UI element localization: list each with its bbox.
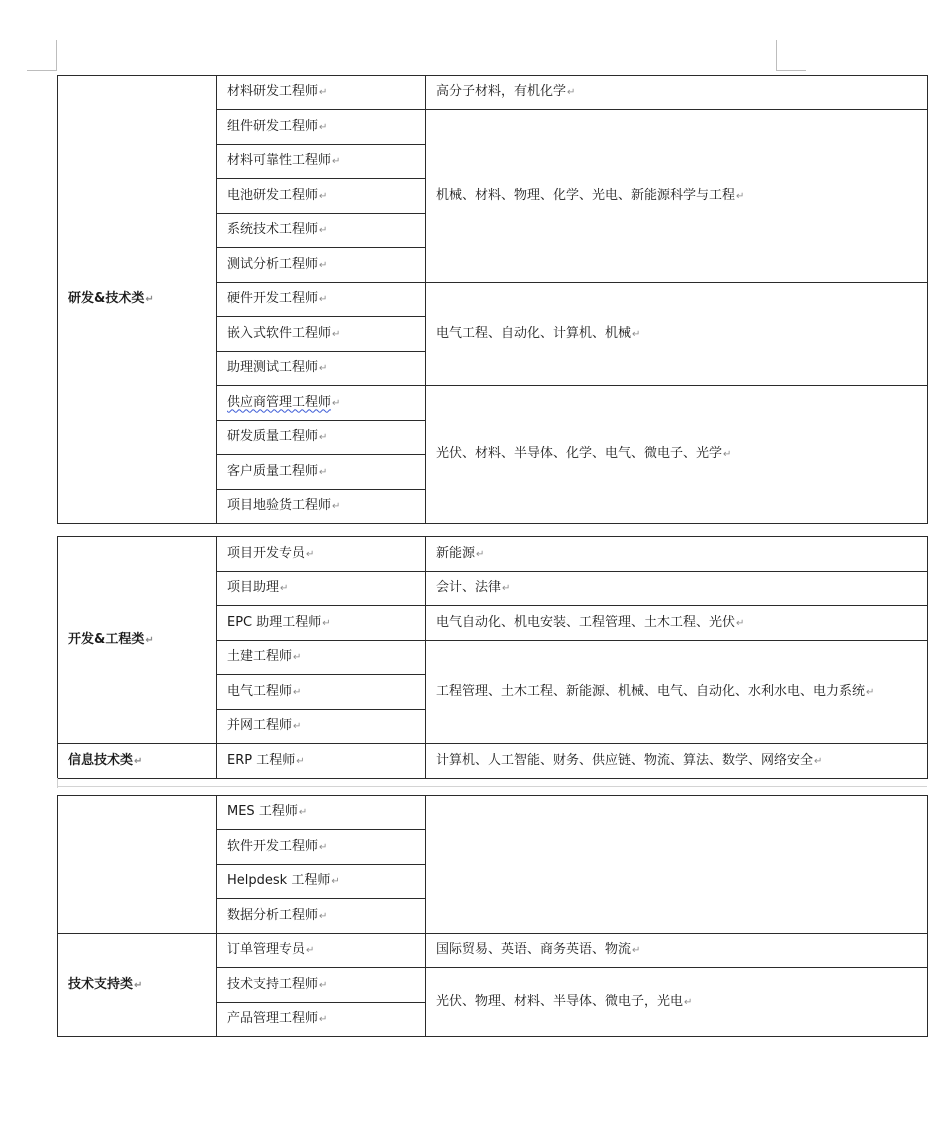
role-cell: 客户质量工程师↵ (217, 455, 426, 490)
major-cell: 高分子材料，有机化学↵ (426, 76, 928, 110)
major-cell: 电气自动化、机电安装、工程管理、土木工程、光伏↵ (426, 606, 928, 641)
crop-mark-right-horizontal (776, 70, 806, 71)
role-cell: 助理测试工程师↵ (217, 352, 426, 386)
major-cell: 工程管理、土木工程、新能源、机械、电气、自动化、水利水电、电力系统↵ (426, 641, 928, 744)
page-break-marker (57, 778, 58, 788)
major-cell: 会计、法律↵ (426, 572, 928, 606)
major-cell: 电气工程、自动化、计算机、机械↵ (426, 283, 928, 386)
table-row (58, 744, 928, 779)
table-row (58, 796, 928, 830)
table-row (58, 76, 928, 110)
major-cell: 国际贸易、英语、商务英语、物流↵ (426, 934, 928, 968)
role-cell: 系统技术工程师↵ (217, 214, 426, 248)
role-cell: ERP 工程师↵ (217, 744, 426, 779)
role-cell: 材料可靠性工程师↵ (217, 145, 426, 179)
table-row (58, 934, 928, 968)
role-cell: 产品管理工程师↵ (217, 1003, 426, 1037)
major-cell: 光伏、物理、材料、半导体、微电子，光电↵ (426, 968, 928, 1037)
crop-mark-left-horizontal (27, 70, 57, 71)
table-rd-tech (57, 75, 928, 524)
major-cell: 机械、材料、物理、化学、光电、新能源科学与工程↵ (426, 110, 928, 283)
table-row (58, 537, 928, 572)
category-cell-empty (58, 796, 217, 934)
category-cell: 开发&工程类↵ (58, 537, 217, 744)
role-cell: 组件研发工程师↵ (217, 110, 426, 145)
spellcheck-underlined-text: 供应商管理工程师 (227, 394, 332, 410)
role-cell: 项目开发专员↵ (217, 537, 426, 572)
role-cell: Helpdesk 工程师↵ (217, 865, 426, 899)
role-cell: 硬件开发工程师↵ (217, 283, 426, 317)
major-cell: 新能源↵ (426, 537, 928, 572)
table-dev-eng (57, 536, 928, 779)
role-cell: 嵌入式软件工程师↵ (217, 317, 426, 352)
role-cell: 测试分析工程师↵ (217, 248, 426, 283)
role-cell: 电池研发工程师↵ (217, 179, 426, 214)
major-cell: 计算机、人工智能、财务、供应链、物流、算法、数学、网络安全↵ (426, 744, 928, 779)
role-cell: 电气工程师↵ (217, 675, 426, 710)
page-break-line (57, 786, 927, 787)
role-cell: 供应商管理工程师↵ (217, 386, 426, 421)
major-cell: 光伏、材料、半导体、化学、电气、微电子、光学↵ (426, 386, 928, 524)
role-cell: 土建工程师↵ (217, 641, 426, 675)
crop-mark-right-vertical (776, 40, 777, 70)
category-cell: 研发&技术类↵ (58, 76, 217, 524)
major-cell-empty (426, 796, 928, 934)
table-tech-support (57, 795, 928, 1037)
role-cell: 数据分析工程师↵ (217, 899, 426, 934)
role-cell: 技术支持工程师↵ (217, 968, 426, 1003)
role-cell: MES 工程师↵ (217, 796, 426, 830)
crop-mark-left-vertical (56, 40, 57, 70)
role-cell: 软件开发工程师↵ (217, 830, 426, 865)
role-cell: EPC 助理工程师↵ (217, 606, 426, 641)
category-cell: 技术支持类↵ (58, 934, 217, 1037)
role-cell: 订单管理专员↵ (217, 934, 426, 968)
role-cell: 研发质量工程师↵ (217, 421, 426, 455)
role-cell: 材料研发工程师↵ (217, 76, 426, 110)
role-cell: 项目助理↵ (217, 572, 426, 606)
role-cell: 项目地验货工程师↵ (217, 490, 426, 524)
category-cell: 信息技术类↵ (58, 744, 217, 779)
role-cell: 并网工程师↵ (217, 710, 426, 744)
